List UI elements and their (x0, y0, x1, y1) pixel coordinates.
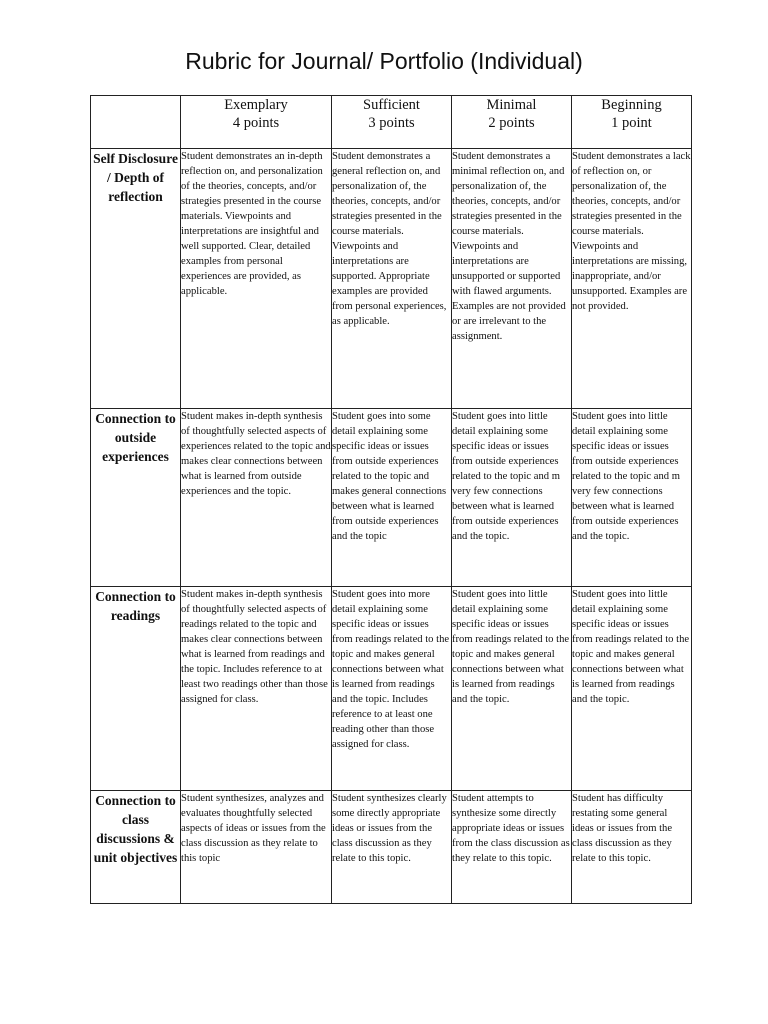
rubric-row-readings (91, 587, 692, 791)
level-label: Beginning (601, 97, 662, 113)
descriptor-cell-minimal: Student demonstrates a minimal reflection on, and personalization of, the theories, concepts, and/or strategies presented in the course materials. Viewpoints and interpretations are unsupported or supported with flawed arguments. Examples are not provided or are irrelevant to the assignment. (452, 149, 572, 409)
level-points: 1 point (611, 115, 652, 131)
level-points: 4 points (232, 115, 280, 131)
document-title: Rubric for Journal/ Portfolio (Individual) (185, 48, 583, 74)
descriptor-cell-sufficient: Student goes into some detail explaining some specific ideas or issues from outside experiences related to the topic and makes general connections between what is learned from outside experiences and the topic (332, 409, 452, 587)
rubric-row-self-disclosure (91, 149, 692, 409)
descriptor-cell-exemplary: Student demonstrates an in-depth reflection on, and personalization of the theories, concepts, and/or strategies presented in the course materials. Viewpoints and interpretations are insightful and well supported. Clear, detailed examples from personal experiences are provided, as applicable. (181, 149, 332, 409)
level-label: Sufficient (363, 97, 420, 113)
criterion-label: Connection to outside experiences (91, 409, 181, 587)
header-row (91, 96, 692, 149)
rubric-row-class-discussions (91, 791, 692, 904)
level-label: Minimal (486, 97, 537, 113)
level-label: Exemplary (224, 97, 288, 113)
descriptor-cell-minimal: Student attempts to synthesize some directly appropriate ideas or issues from the class discussion as they relate to this topic. (452, 791, 572, 904)
level-points: 3 points (368, 115, 415, 131)
descriptor-cell-sufficient: Student synthesizes clearly some directly appropriate ideas or issues from the class discussion as they relate to this topic. (332, 791, 452, 904)
rubric-row-outside-experiences (91, 409, 692, 587)
criterion-label: Connection to readings (91, 587, 181, 791)
descriptor-cell-sufficient: Student goes into more detail explaining some specific ideas or issues from readings related to the topic and makes general connections between what is learned from readings and the topic. Includes reference to at least one reading other than those assigned for class. (332, 587, 452, 791)
descriptor-cell-beginning: Student has difficulty restating some general ideas or issues from the class discussion as they relate to this topic. (572, 791, 692, 904)
rubric-body (91, 149, 692, 904)
level-header-exemplary (181, 96, 332, 149)
level-points: 2 points (488, 115, 535, 131)
level-header-beginning (572, 96, 692, 149)
level-header-sufficient (332, 96, 452, 149)
criterion-label: Self Disclosure / Depth of reflection (91, 149, 181, 409)
rubric-header (91, 96, 692, 149)
descriptor-cell-sufficient: Student demonstrates a general reflection on, and personalization of, the theories, concepts, and/or strategies presented in the course materials. Viewpoints and interpretations are supported. Appropriate examples are provided from personal experiences, as applicable. (332, 149, 452, 409)
rubric-table (90, 95, 692, 904)
descriptor-cell-exemplary: Student makes in-depth synthesis of thoughtfully selected aspects of experiences related to the topic and makes clear connections between what is learned from outside experiences and the topic. (181, 409, 332, 587)
criterion-label: Connection to class discussions & unit objectives (91, 791, 181, 904)
descriptor-cell-beginning: Student goes into little detail explaining some specific ideas or issues from outside experiences related to the topic and m very few connections between what is learned from outside experiences and the topic. (572, 409, 692, 587)
descriptor-cell-exemplary: Student makes in-depth synthesis of thoughtfully selected aspects of readings related to the topic and makes clear connections between what is learned from readings and the topic. Includes reference to at least two readings other than those assigned for class. (181, 587, 332, 791)
descriptor-cell-beginning: Student goes into little detail explaining some specific ideas or issues from readings related to the topic and makes general connections between what is learned from readings and the topic. (572, 587, 692, 791)
descriptor-cell-minimal: Student goes into little detail explaining some specific ideas or issues from outside experiences related to the topic and m very few connections between what is learned from outside experiences and the topic. (452, 409, 572, 587)
descriptor-cell-beginning: Student demonstrates a lack of reflection on, or personalization of, the theories, concepts, and/or strategies presented in the course materials. Viewpoints and interpretations are missing, inappropriate, and/or unsupported. Examples are not provided. (572, 149, 692, 409)
header-corner-cell (91, 96, 181, 149)
descriptor-cell-exemplary: Student synthesizes, analyzes and evaluates thoughtfully selected aspects of ideas or issues from the class discussion as they relate to this topic (181, 791, 332, 904)
descriptor-cell-minimal: Student goes into little detail explaining some specific ideas or issues from readings related to the topic and makes general connections between what is learned from readings and the topic. (452, 587, 572, 791)
level-header-minimal (452, 96, 572, 149)
